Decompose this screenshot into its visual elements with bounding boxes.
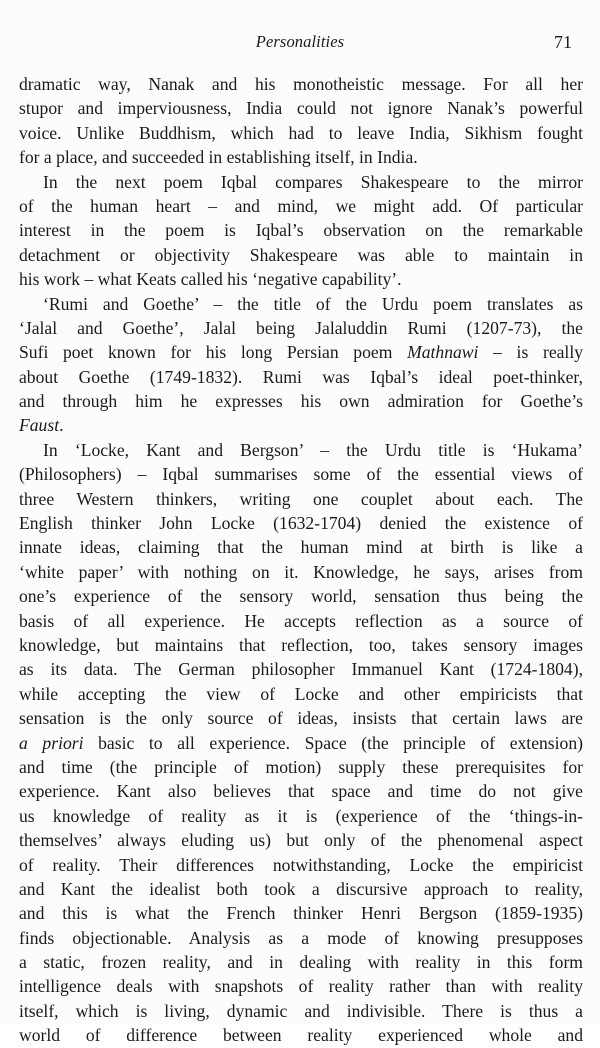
text-line: detachment or objectivity Shakespeare was able to maintain in [19,244,583,265]
text-line: about Goethe (1749-1832). Rumi was Iqbal’s ideal poet-thinker, [19,366,583,387]
text-line: as its data. The German philosopher Immanuel Kant (1724-1804), [19,659,583,680]
text-line: finds objectionable. Analysis as a mode of knowing presupposes [19,927,583,948]
text-line: knowledge, but maintains that reflection, too, takes sensory images [19,634,583,655]
text-line: In ‘Locke, Kant and Bergson’ – the Urdu title is ‘Hukama’ [43,439,583,460]
text-line: (Philosophers) – Iqbal summarises some of the essential views of [19,464,583,485]
text-line: stupor and imperviousness, India could not ignore Nanak’s powerful [19,98,583,119]
text-line: voice. Unlike Buddhism, which had to leave India, Sikhism fought [19,122,583,143]
text-line: Faust. [19,415,64,436]
text-line: for a place, and succeeded in establishing itself, in India. [19,147,418,168]
text-line: a static, frozen reality, and in dealing with reality in this form [19,952,583,973]
text-line: In the next poem Iqbal compares Shakespeare to the mirror [43,171,583,192]
text-line: three Western thinkers, writing one couplet about each. The [19,488,583,509]
text-line: and Kant the idealist both took a discursive approach to reality, [19,878,583,899]
text-line: one’s experience of the sensory world, sensation thus being the [19,586,583,607]
text-line: and this is what the French thinker Henri Bergson (1859-1935) [19,903,583,924]
text-line: themselves’ always eluding us) but only of the phenomenal aspect [19,830,583,851]
text-line: English thinker John Locke (1632-1704) denied the existence of [19,513,583,534]
text-line: his work – what Keats called his ‘negative capability’. [19,269,402,290]
text-line: us knowledge of reality as it is (experience of the ‘things-in- [19,805,583,826]
text-line: interest in the poem is Iqbal’s observation on the remarkable [19,220,583,241]
text-line: world of difference between reality experienced whole and [19,1025,583,1046]
text-line: while accepting the view of Locke and other empiricists that [19,683,583,704]
text-line: ‘Rumi and Goethe’ – the title of the Urdu poem translates as [43,293,583,314]
text-line: ‘Jalal and Goethe’, Jalal being Jalaluddin Rumi (1207-73), the [19,317,583,338]
text-line: itself, which is living, dynamic and indivisible. There is thus a [19,1000,583,1021]
text-line: and through him he expresses his own admiration for Goethe’s [19,391,583,412]
text-line: dramatic way, Nanak and his monotheistic message. For all her [19,74,583,94]
text-line: experience. Kant also believes that space and time do not give [19,781,583,802]
text-line: a priori basic to all experience. Space (the principle of extension) [19,732,583,753]
text-line: ‘white paper’ with nothing on it. Knowledge, he says, arises from [19,561,583,582]
page-number: 71 [554,32,572,52]
text-line: and time (the principle of motion) supply these prerequisites for [19,756,583,777]
text-line: basis of all experience. He accepts reflection as a source of [19,610,583,631]
text-line: of reality. Their differences notwithstanding, Locke the empiricist [19,854,583,875]
text-line: of the human heart – and mind, we might add. Of particular [19,195,583,216]
text-line: innate ideas, claiming that the human mind at birth is like a [19,537,583,558]
text-line: intelligence deals with snapshots of reality rather than with reality [19,976,583,997]
running-title: Personalities [255,32,345,51]
text-line: sensation is the only source of ideas, insists that certain laws are [19,708,583,729]
text-line: Sufi poet known for his long Persian poem Mathnawi – is really [19,342,584,363]
body-text [19,72,583,1048]
